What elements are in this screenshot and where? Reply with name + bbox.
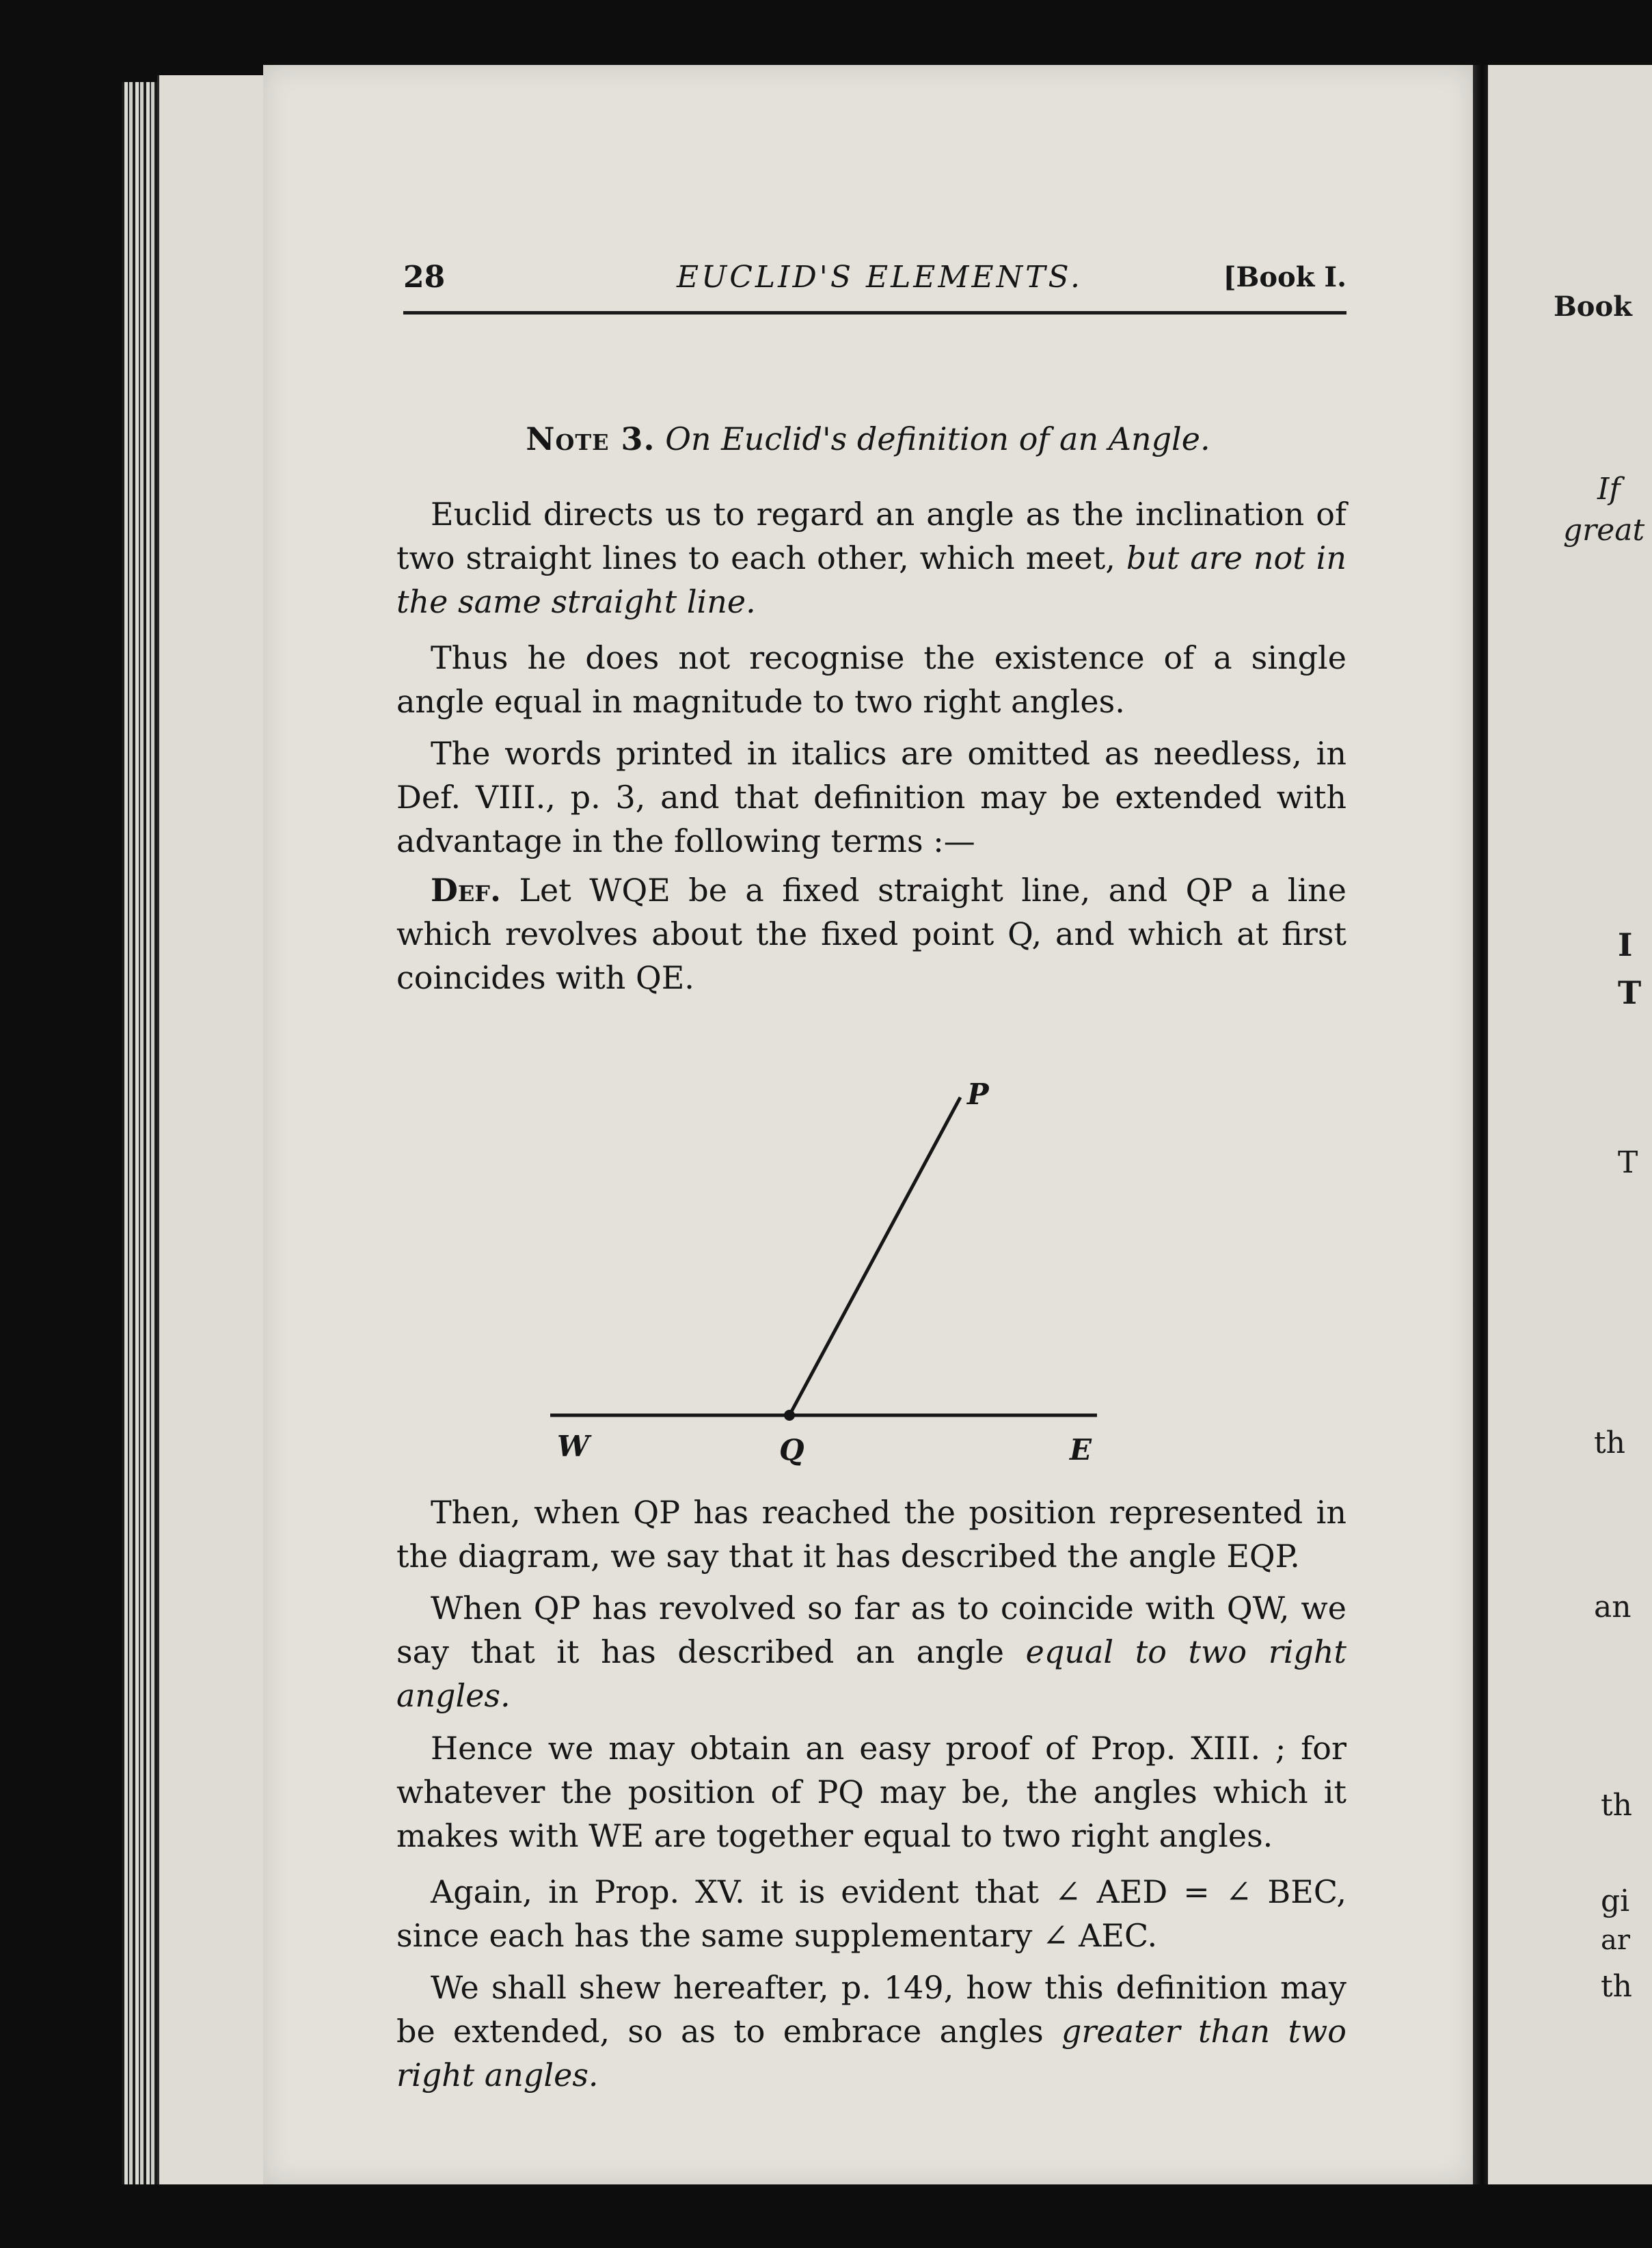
book-gutter xyxy=(1473,65,1488,2184)
page-edge-front xyxy=(157,75,271,2188)
paragraph-8-text: Again, in Prop. XV. it is evident that ∠ AED = ∠ BEC, since each has the same supplementary ∠ AEC. xyxy=(396,1873,1346,1954)
paragraph-6 xyxy=(396,1586,1346,1717)
label-e: E xyxy=(1070,1433,1092,1467)
paragraph-5 xyxy=(396,1490,1346,1578)
definition-paragraph xyxy=(396,868,1346,1000)
paragraph-1 xyxy=(396,492,1346,624)
left-page xyxy=(263,65,1473,2184)
paragraph-9-italic: greater than two right angles. xyxy=(396,2013,1347,2093)
facing-fragment-2: great xyxy=(1563,513,1645,548)
facing-fragment-6: th xyxy=(1594,1426,1626,1460)
book-label: [Book I. xyxy=(1223,261,1346,293)
paragraph-1-text: Euclid directs us to regard an angle as the inclination of two straight lines to each other, which meet, xyxy=(396,496,1346,576)
running-head xyxy=(403,260,1346,308)
header-rule xyxy=(403,311,1346,315)
paragraph-2 xyxy=(396,636,1346,723)
paragraph-3-text: The words printed in italics are omitted as needless, in Def. VIII., p. 3, and that definition may be extended with advantage in the following terms :— xyxy=(396,735,1346,859)
facing-fragment-5: T xyxy=(1618,1145,1638,1180)
paragraph-5-text: Then, when QP has reached the position represented in the diagram, we say that it has described the angle EQP. xyxy=(396,1494,1346,1575)
running-title: EUCLID'S ELEMENTS. xyxy=(677,260,1083,295)
paragraph-1-italic: but are not in the same straight line. xyxy=(396,539,1346,620)
definition-text: Let WQE be a fixed straight line, and QP a line which revolves about the fixed point Q, and which at first coincides with QE. xyxy=(396,872,1346,996)
facing-fragment-9: gi xyxy=(1601,1884,1630,1918)
paragraph-9 xyxy=(396,1966,1346,2097)
label-w: W xyxy=(557,1430,590,1463)
paragraph-2-text: Thus he does not recognise the existence of a single angle equal in magnitude to two right angles. xyxy=(396,639,1346,720)
paragraph-6-italic: equal to two right angles. xyxy=(396,1633,1346,1714)
facing-fragment-4: T xyxy=(1618,974,1642,1011)
paragraph-7-text: Hence we may obtain an easy proof of Prop. XIII. ; for whatever the position of PQ may be, the angles which it makes with WE are together equal to two right angles. xyxy=(396,1730,1346,1854)
facing-fragment-3: I xyxy=(1618,926,1633,963)
paragraph-6-text: When QP has revolved so far as to coincide with QW, we say that it has described an angle xyxy=(396,1590,1346,1670)
facing-fragment-8: th xyxy=(1601,1788,1633,1823)
scan-border-bottom xyxy=(0,2184,1629,2248)
note-heading xyxy=(263,420,1473,457)
page-content xyxy=(263,65,1473,2184)
point-q xyxy=(784,1410,795,1421)
facing-fragment-7: an xyxy=(1594,1590,1631,1624)
note-label: Note 3. xyxy=(526,420,655,457)
facing-fragment-10: ar xyxy=(1601,1925,1630,1956)
line-qp xyxy=(789,1097,960,1415)
paragraph-7 xyxy=(396,1726,1346,1858)
facing-fragment-11: th xyxy=(1601,1969,1633,2004)
label-p: P xyxy=(967,1078,989,1111)
definition-label: Def. xyxy=(431,872,502,909)
paragraph-9-text: We shall shew hereafter, p. 149, how this definition may be extended, so as to embrace angles xyxy=(396,1969,1346,2050)
page-number: 28 xyxy=(403,260,446,295)
angle-diagram xyxy=(516,1049,1200,1487)
facing-page xyxy=(1488,65,1652,2184)
paragraph-3 xyxy=(396,732,1346,863)
paragraph-8 xyxy=(396,1870,1346,1957)
facing-head: Book xyxy=(1554,291,1632,323)
note-title: On Euclid's definition of an Angle. xyxy=(665,420,1210,457)
facing-fragment-1: If xyxy=(1597,472,1621,507)
label-q: Q xyxy=(779,1433,804,1467)
angle-diagram-svg xyxy=(516,1049,1200,1487)
